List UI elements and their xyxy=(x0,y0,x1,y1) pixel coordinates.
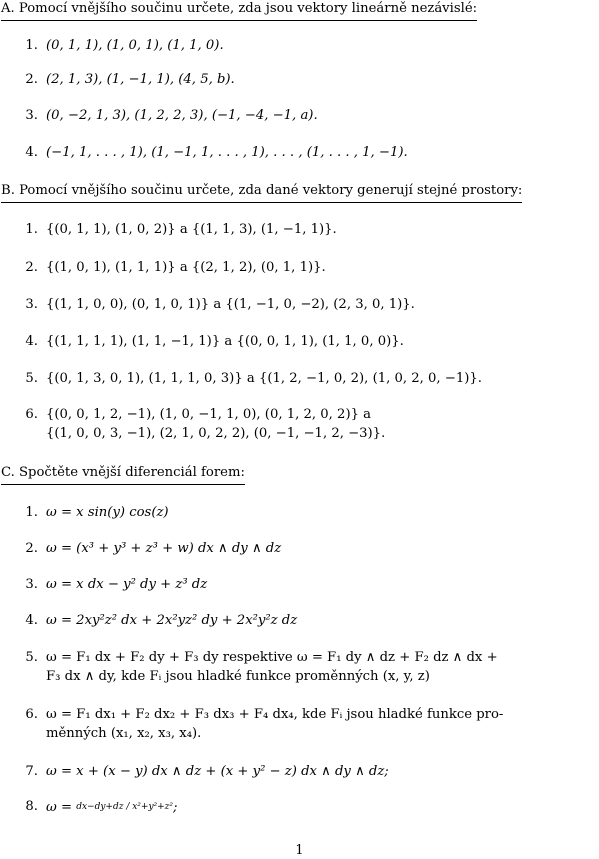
fraction: dx−dy+dz / x²+y²+z² xyxy=(76,802,174,812)
section-a-heading: A. Pomocí vnějšího součinu určete, zda jsou vektory lineárně nezávislé: xyxy=(1,1,477,21)
page-number: 1 xyxy=(295,843,304,858)
section-b-heading: B. Pomocí vnějšího součinu určete, zda dané vektory generují stejné prostory: xyxy=(1,183,522,203)
section-c-heading: C. Spočtěte vnější diferenciál forem: xyxy=(1,465,245,485)
document-page: A. Pomocí vnějšího součinu určete, zda jsou vektory lineárně nezávislé: 1. (0, 1, 1), (1, 0, 1), (1, 1, 0). 2. (2, 1, 3), (1, −1, 1), (4, 5, b). 3. (0, −2, 1, 3), (1, 2, 2, 3), (−1, −4, −1, a). 4. (−1, 1, . . . , 1), (1, −1, 1, . . . , 1), . . . , (1, . . . , 1, −1). B. Pomocí vnějšího součinu určete, zda dané vektory generují stejné prostory: 1. {(0, 1, 1), (1, 0, 2)} a {(1, 1, 3), (1, −1, 1)}. 2. {(1, 0, 1), (1, 1, 1)} a {(2, 1, 2), (0, 1, 1)}. 3. {(1, 1, 0, 0), (0, 1, 0, 1)} a {(1, −1, 0, −2), (2, 3, 0, 1)}. 4. {(1, 1, 1, 1), (1, 1, −1, 1)} a {(0, 0, 1, 1), (1, 1, 0, 0)}. 5. {(0, 1, 3, 0, 1), (1, 1, 1, 0, 3)} a {(1, 2, −1, 0, 2), (1, 0, 2, 0, −1)}. 6. {(0, 0, 1, 2, −1), (1, 0, −1, 1, 0), (0, 1, 2, 0, 2)} a {(1, 0, 0, 3, −1), (2, 1, 0, 2, 2), (0, −1, −1, 2, −3)}. C. Spočtěte vnější diferenciál forem: 1. ω = x sin(y) cos(z) 2. ω = (x³ + y³ + z³ + w) dx ∧ dy ∧ dz 3. ω = x dx − y² dy + z³ dz 4. ω = 2xy²z² dx + 2x²yz² dy + 2x²y²z dz 5. ω = F₁ dx + F₂ dy + F₃ dy respektive ω = F₁ dy ∧ dz + F₂ dz ∧ dx + F₃ dx ∧ dy, kde Fᵢ jsou hladké funkce proměnných (x, y, z) 6. ω = F₁ dx₁ + F₂ dx₂ + F₃ dx₃ + F₄ dx₄, kde Fᵢ jsou hladké funkce pro- měnných (x₁, x₂, x₃, x₄). 7. ω = x + (x − y) dx ∧ dz + (x + y² − z) dx ∧ dy ∧ dz; 8. ω = dx−dy+dz / x²+y²+z²; 1 xyxy=(0,0,599,859)
